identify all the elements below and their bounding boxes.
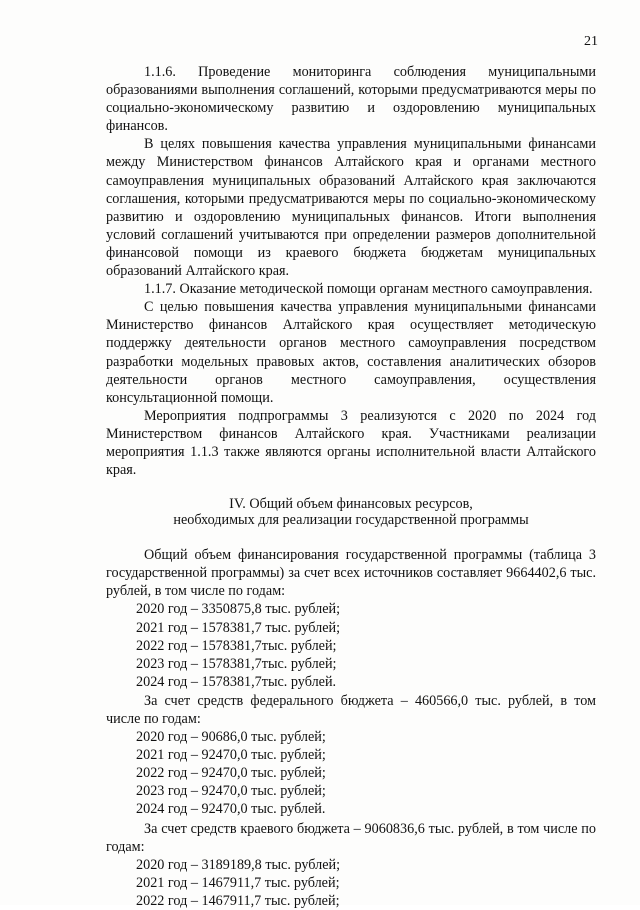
total-year-line: 2023 год – 1578381,7тыс. рублей;: [136, 655, 337, 672]
section-heading: [106, 496, 596, 528]
total-funding-paragraph: Общий объем финансирования государственной программы (таблица 3 государственной программы) за счет всех источников составляет 9664402,6 тыс. рублей, в том числе по годам:: [106, 547, 596, 600]
total-year-line: 2024 год – 1578381,7тыс. рублей.: [136, 673, 337, 690]
section-heading-line-1: IV. Общий объем финансовых ресурсов,: [229, 496, 473, 513]
regional-year-line: 2020 год – 3189189,8 тыс. рублей;: [136, 856, 341, 873]
federal-year-line: 2021 год – 92470,0 тыс. рублей;: [136, 747, 326, 764]
page-number: 21: [584, 34, 598, 49]
total-year-line: 2021 год – 1578381,7 тыс. рублей;: [136, 619, 341, 636]
total-year-line: 2022 год – 1578381,7тыс. рублей;: [136, 637, 337, 654]
federal-year-line: 2023 год – 92470,0 тыс. рублей;: [136, 783, 326, 800]
document-body: [106, 63, 596, 910]
total-year-line: 2020 год – 3350875,8 тыс. рублей;: [136, 601, 341, 618]
regional-year-line: 2022 год – 1467911,7 тыс. рублей;: [136, 892, 340, 909]
paragraph-1-1-6: 1.1.6. Проведение мониторинга соблюдения муниципальными образованиями выполнения соглашений, которыми предусматриваются меры по социально-экономическому развитию и оздоровлению муниципальных финансов.: [106, 64, 596, 135]
regional-year-line: 2021 год – 1467911,7 тыс. рублей;: [136, 874, 340, 891]
federal-year-line: 2024 год – 92470,0 тыс. рублей.: [136, 801, 326, 818]
federal-year-line: 2022 год – 92470,0 тыс. рублей;: [136, 765, 326, 782]
regional-funding-paragraph: За счет средств краевого бюджета – 9060836,6 тыс. рублей, в том числе по годам:: [106, 820, 596, 855]
federal-year-line: 2020 год – 90686,0 тыс. рублей;: [136, 729, 326, 746]
paragraph-agreements: В целях повышения качества управления муниципальными финансами между Министерством финансов Алтайского края и органами местного самоуправления муниципальных образований Алтайского края заключаются соглашения, которыми предусматриваются меры по социально-экономическому развитию и оздоровлению муниципальных финансов. Итоги выполнения условий соглашений учитываются при определении размеров дополнительной финансовой помощи из краевого бюджета бюджетам муниципальных образований Алтайского края.: [106, 136, 596, 280]
paragraph-subprogram-3: Мероприятия подпрограммы 3 реализуются с 2020 по 2024 год Министерством финансов Алтайского края. Участниками реализации мероприятия 1.1.3 также являются органы исполнительной власти Алтайского края.: [106, 407, 596, 479]
federal-funding-paragraph: За счет средств федерального бюджета – 460566,0 тыс. рублей, в том числе по годам:: [106, 692, 596, 727]
section-heading-line-2: необходимых для реализации государственной программы: [173, 512, 529, 529]
paragraph-1-1-7: 1.1.7. Оказание методической помощи органам местного самоуправления.: [144, 281, 593, 298]
paragraph-methodical-support: С целью повышения качества управления муниципальными финансами Министерство финансов Алтайского края осуществляет методическую поддержку деятельности органов местного самоуправления посредством разработки модельных правовых актов, составления аналитических обзоров деятельности органов местного самоуправления, осуществления консультационной помощи.: [106, 299, 596, 406]
